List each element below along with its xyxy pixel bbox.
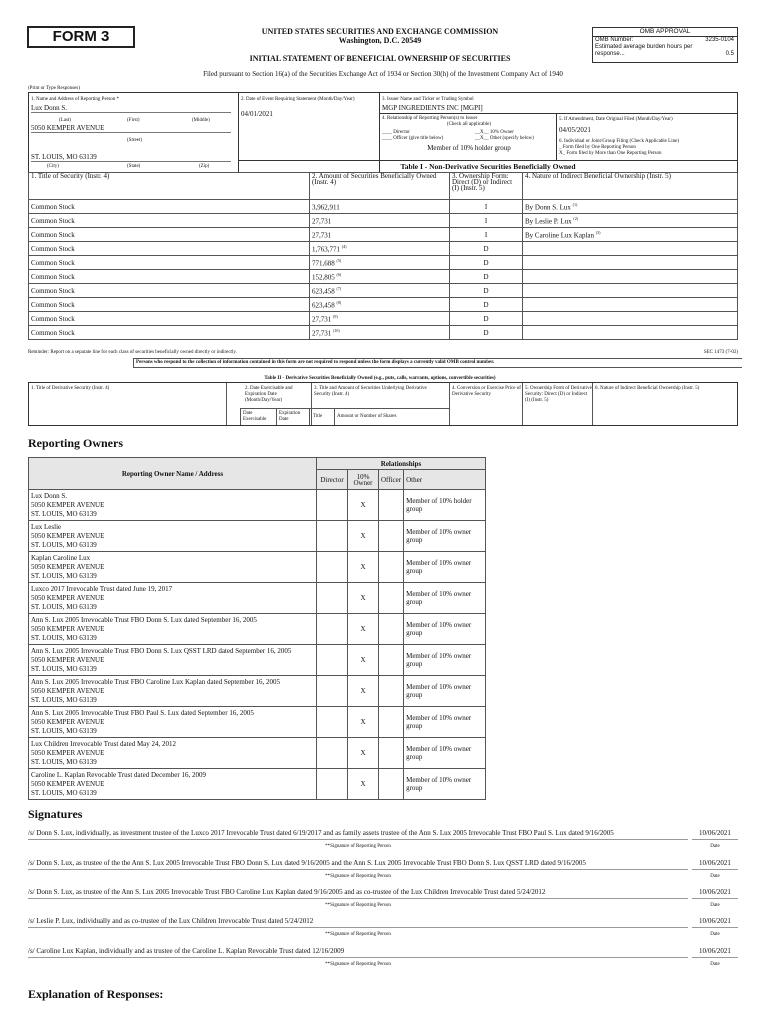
explanation-heading: Explanation of Responses: (28, 987, 164, 1001)
t1-amount: 623,458 $^{(8)}$ (310, 298, 450, 312)
t1-amount: 27,731 $^{(10)}$ (310, 326, 450, 340)
omb-title: OMB APPROVAL (593, 28, 737, 37)
one-person-option: _ Form filed by One Reporting Person (559, 145, 636, 150)
signature-date-label: Date (710, 962, 720, 967)
filed-pursuant: Filed pursuant to Section 16(a) of the Securities Exchange Act of 1934 or Section 30(h) of the Investment Company Act of 1940 (203, 70, 563, 78)
form-title: FORM 3 (27, 26, 135, 48)
t1-form: I (450, 228, 523, 242)
label-zip: (Zip) (199, 164, 210, 169)
table1-row (29, 326, 738, 340)
t1-form: D (450, 326, 523, 340)
signatures-heading: Signatures (28, 807, 83, 821)
t1-amount-footnote[interactable]: (4) (341, 243, 347, 249)
owner-director (317, 769, 348, 800)
owner-officer (379, 521, 404, 552)
owner-other: Member of 10% owner group (404, 738, 486, 769)
t1-nature (523, 312, 738, 326)
owner-line: ST. LOUIS, MO 63139 (31, 509, 97, 518)
table1-row (29, 228, 738, 242)
owner-other: Member of 10% owner group (404, 707, 486, 738)
t1-form: D (450, 284, 523, 298)
owner-line: 5050 KEMPER AVENUE (31, 717, 105, 726)
owner-line: Lux Donn S. (31, 491, 67, 500)
t1-form: I (450, 214, 523, 228)
owner-officer (379, 738, 404, 769)
owner-line: ST. LOUIS, MO 63139 (31, 571, 97, 580)
signature-date-label: Date (710, 844, 720, 849)
t1-col3: 3. Ownership Form: Direct (D) or Indirect (I) (Instr. 5) (450, 173, 523, 200)
signature-text: /s/ Donn S. Lux, as trustee of the the Ann S. Lux 2005 Irrevocable Trust FBO Donn S. Lux dated 9/16/2005 and the Ann S. Lux 2005 Irrevocable Trust FBO Donn S. Lux QSST LRD dated 9/16/2005 (28, 859, 688, 870)
signature-date: 10/06/2021 (692, 947, 738, 958)
owner-line: Lux Leslie (31, 522, 62, 531)
relationship-box (379, 113, 557, 161)
t1-title: Common Stock (29, 242, 310, 256)
event-date-label: 2. Date of Event Requiring Statement (Month/Day/Year) (241, 97, 355, 102)
t1-amount: 623,458 $^{(7)}$ (310, 284, 450, 298)
relationship-label: 4. Relationship of Reporting Person(s) to Issuer (382, 116, 478, 121)
t1-col4: 4. Nature of Indirect Beneficial Ownership (Instr. 5) (523, 173, 738, 200)
owner-name-address (29, 521, 317, 552)
omb-number: 3235-0104 (705, 37, 734, 43)
owner-line: ST. LOUIS, MO 63139 (31, 757, 97, 766)
issuer-box (379, 92, 738, 114)
label-street: (Street) (127, 138, 142, 143)
owners-ten-pct-header: 10% Owner (348, 470, 379, 490)
t1-title: Common Stock (29, 256, 310, 270)
agency-name: UNITED STATES SECURITIES AND EXCHANGE COMMISSION (261, 27, 499, 36)
omb-burden-label: Estimated average burden hours per response... (595, 44, 693, 57)
table1 (28, 172, 738, 340)
owner-officer (379, 769, 404, 800)
owner-director (317, 645, 348, 676)
owners-table (28, 457, 486, 800)
reminder-note: Reminder: Report on a separate line for each class of securities beneficially owned directly or indirectly. (28, 350, 237, 355)
owner-ten-pct: X (348, 676, 379, 707)
owner-row (29, 521, 486, 552)
owner-line: 5050 KEMPER AVENUE (31, 686, 105, 695)
owner-line: Caroline L. Kaplan Revocable Trust dated December 16, 2009 (31, 770, 206, 779)
owners-other-header: Other (404, 470, 486, 490)
t1-nature-footnote[interactable]: (2) (573, 215, 579, 221)
rel-other-desc: Member of 10% holder group (427, 144, 511, 152)
t1-nature-footnote[interactable]: (3) (595, 229, 601, 235)
t1-nature (523, 256, 738, 270)
t1-amount: 27,731 $^{(9)}$ (310, 312, 450, 326)
owner-other: Member of 10% owner group (404, 769, 486, 800)
owner-ten-pct: X (348, 738, 379, 769)
t1-amount-footnote[interactable]: (8) (336, 299, 342, 305)
owner-line: ST. LOUIS, MO 63139 (31, 695, 97, 704)
reporting-person-box (28, 92, 239, 173)
owner-officer (379, 676, 404, 707)
owner-line: ST. LOUIS, MO 63139 (31, 664, 97, 673)
signature-date-label: Date (710, 903, 720, 908)
label-first: (First) (127, 118, 140, 123)
owner-row (29, 645, 486, 676)
owner-ten-pct: X (348, 769, 379, 800)
owner-ten-pct: X (348, 707, 379, 738)
owner-row (29, 552, 486, 583)
t2-col6: 6. Nature of Indirect Beneficial Ownership (Instr. 5) (595, 386, 700, 391)
owner-name-address (29, 490, 317, 521)
owner-other: Member of 10% owner group (404, 583, 486, 614)
t1-title: Common Stock (29, 326, 310, 340)
t1-form: D (450, 298, 523, 312)
signature-label: **Signature of Reporting Person (325, 874, 391, 879)
owner-row (29, 614, 486, 645)
owner-line: 5050 KEMPER AVENUE (31, 500, 105, 509)
signature-date: 10/06/2021 (692, 859, 738, 870)
owner-line: Ann S. Lux 2005 Irrevocable Trust FBO Donn S. Lux dated September 16, 2005 (31, 615, 257, 624)
t1-amount: 771,688 $^{(5)}$ (310, 256, 450, 270)
event-date: 04/01/2021 (241, 110, 273, 118)
owner-line: Luxco 2017 Irrevocable Trust dated June 19, 2017 (31, 584, 173, 593)
owner-row (29, 490, 486, 521)
owner-ten-pct: X (348, 614, 379, 645)
reporting-street: 5050 KEMPER AVENUE (31, 124, 231, 133)
owner-name-address (29, 738, 317, 769)
owner-officer (379, 707, 404, 738)
owner-officer (379, 645, 404, 676)
rel-ten-pct: __X__ 10% Owner (475, 130, 514, 135)
owner-other: Member of 10% owner group (404, 645, 486, 676)
t1-form: D (450, 270, 523, 284)
t1-nature (523, 284, 738, 298)
owner-row (29, 738, 486, 769)
owner-line: 5050 KEMPER AVENUE (31, 748, 105, 757)
t1-title: Common Stock (29, 200, 310, 214)
signature-date-label: Date (710, 932, 720, 937)
t1-title: Common Stock (29, 214, 310, 228)
owner-director (317, 490, 348, 521)
owner-line: ST. LOUIS, MO 63139 (31, 633, 97, 642)
owner-line: Ann S. Lux 2005 Irrevocable Trust FBO Paul S. Lux dated September 16, 2005 (31, 708, 254, 717)
owners-director-header: Director (317, 470, 348, 490)
t1-nature (523, 326, 738, 340)
t2-col4: 4. Conversion or Exercise Price of Derivative Security (452, 386, 521, 397)
table1-title: Table I - Non-Derivative Securities Beneficially Owned (238, 160, 738, 173)
t1-col2: 2. Amount of Securities Beneficially Owned (Instr. 4) (310, 173, 450, 200)
t1-amount-footnote[interactable]: (10) (333, 327, 340, 333)
signature-date: 10/06/2021 (692, 888, 738, 899)
owner-name-address (29, 583, 317, 614)
owner-other: Member of 10% holder group (404, 490, 486, 521)
t1-title: Common Stock (29, 228, 310, 242)
owner-line: 5050 KEMPER AVENUE (31, 531, 105, 540)
t1-amount-footnote[interactable]: (5) (336, 257, 342, 263)
owner-line: 5050 KEMPER AVENUE (31, 655, 105, 664)
signature-text: /s/ Donn S. Lux, as trustee of the Ann S. Lux 2005 Irrevocable Trust FBO Caroline Lux Kaplan dated 9/16/2005 and as co-trustee of the Lux Children Irrevocable Trust dated 5/24/2012 (28, 888, 688, 899)
table1-row (29, 256, 738, 270)
t1-amount-footnote[interactable]: (7) (336, 285, 342, 291)
t2-sub-amount: Amount or Number of Shares (337, 414, 397, 419)
issuer-label: 3. Issuer Name and Ticker or Trading Symbol (382, 97, 474, 102)
sec-code: SEC 1473 (7-02) (703, 350, 738, 355)
t1-amount: 3,962,911 (310, 200, 450, 214)
owner-director (317, 614, 348, 645)
owner-name-address (29, 552, 317, 583)
table1-row (29, 214, 738, 228)
owner-director (317, 521, 348, 552)
owners-heading: Reporting Owners (28, 436, 123, 450)
t1-title: Common Stock (29, 298, 310, 312)
t1-title: Common Stock (29, 284, 310, 298)
table1-row (29, 200, 738, 214)
owner-line: Ann S. Lux 2005 Irrevocable Trust FBO Donn S. Lux QSST LRD dated September 16, 2005 (31, 646, 292, 655)
table1-row (29, 298, 738, 312)
owner-ten-pct: X (348, 490, 379, 521)
t2-col2: 2. Date Exercisable and Expiration Date (Month/Day/Year) (245, 386, 293, 403)
owner-line: 5050 KEMPER AVENUE (31, 624, 105, 633)
owners-name-header: Reporting Owner Name / Address (29, 458, 317, 490)
owner-other: Member of 10% owner group (404, 552, 486, 583)
owner-line: Lux Children Irrevocable Trust dated May 24, 2012 (31, 739, 177, 748)
owner-other: Member of 10% owner group (404, 614, 486, 645)
rel-other: __X__ Other (specify below) (475, 136, 534, 141)
amendment-label: 5. If Amendment, Date Original Filed (Month/Day/Year) (559, 117, 673, 122)
owner-director (317, 738, 348, 769)
signature-text: /s/ Donn S. Lux, individually, as investment trustee of the Luxco 2017 Irrevocable Trust dated 6/19/2017 and as family assets trustee of the Ann S. Lux 2005 Irrevocable Trust FBO Paul S. Lux dated 9/16/2005 (28, 829, 688, 840)
t1-nature (523, 270, 738, 284)
t2-sub-title: Title (313, 414, 323, 419)
label-state: (State) (127, 164, 141, 169)
agency-city: Washington, D.C. 20549 (338, 36, 422, 45)
owner-line: Ann S. Lux 2005 Irrevocable Trust FBO Caroline Lux Kaplan dated September 16, 2005 (31, 677, 281, 686)
signature-date: 10/06/2021 (692, 829, 738, 840)
owner-name-address (29, 769, 317, 800)
rel-officer: ____ Officer (give title below) (382, 136, 444, 141)
check-all: (Check all applicable) (446, 122, 492, 127)
table1-row (29, 312, 738, 326)
signature-label: **Signature of Reporting Person (325, 932, 391, 937)
owner-row (29, 707, 486, 738)
owner-row (29, 769, 486, 800)
owners-relationships-header: Relationships (317, 458, 486, 470)
omb-number-label: OMB Number: (595, 37, 634, 43)
owner-officer (379, 552, 404, 583)
t1-title: Common Stock (29, 270, 310, 284)
owner-other: Member of 10% owner group (404, 676, 486, 707)
reporting-city: ST. LOUIS, MO 63139 (31, 153, 231, 162)
owner-officer (379, 490, 404, 521)
owner-row (29, 676, 486, 707)
table1-row (29, 242, 738, 256)
table2 (28, 382, 738, 426)
owner-line: 5050 KEMPER AVENUE (31, 562, 105, 571)
owner-name-address (29, 614, 317, 645)
t1-amount-footnote[interactable]: (6) (336, 271, 342, 277)
more-person-option: X_ Form filed by More than One Reporting Person (559, 151, 662, 156)
statement-title: INITIAL STATEMENT OF BENEFICIAL OWNERSHIP OF SECURITIES (249, 54, 511, 63)
owner-line: ST. LOUIS, MO 63139 (31, 788, 97, 797)
owner-name-address (29, 676, 317, 707)
t2-col1: 1. Title of Derivative Security (Instr. 4) (31, 386, 110, 391)
t1-title: Common Stock (29, 312, 310, 326)
t1-amount: 1,763,771 $^{(4)}$ (310, 242, 450, 256)
joint-filing-label: 6. Individual or Joint/Group Filing (Check Applicable Line) (559, 139, 679, 144)
signature-text: /s/ Caroline Lux Kaplan, individually and as trustee of the Caroline L. Kaplan Revocable Trust dated 12/16/2009 (28, 947, 688, 958)
signature-text: /s/ Leslie P. Lux, individually and as co-trustee of the Lux Children Irrevocable Trust dated 5/24/2012 (28, 917, 688, 928)
omb-approval-box (592, 27, 738, 63)
signature-date: 10/06/2021 (692, 917, 738, 928)
t1-nature: By Leslie P. Lux $^{(2)}$ (523, 214, 738, 228)
t2-col5: 5. Ownership Form of Derivative Security: Direct (D) or Indirect (I) (Instr. 5) (525, 386, 592, 403)
t1-form: I (450, 200, 523, 214)
t2-col3: 3. Title and Amount of Securities Underlying Derivative Security (Instr. 4) (314, 386, 427, 397)
table1-row (29, 284, 738, 298)
owner-other: Member of 10% owner group (404, 521, 486, 552)
owner-name-address (29, 645, 317, 676)
owner-line: Kaplan Caroline Lux (31, 553, 91, 562)
print-note: (Print or Type Responses) (28, 86, 80, 91)
amendment-date: 04/05/2021 (559, 126, 591, 134)
t1-form: D (450, 242, 523, 256)
signature-label: **Signature of Reporting Person (325, 903, 391, 908)
t1-amount: 27,731 (310, 228, 450, 242)
t1-amount-footnote[interactable]: (9) (333, 313, 338, 319)
reporting-person-label: 1. Name and Address of Reporting Person * (31, 97, 120, 102)
t1-form: D (450, 256, 523, 270)
t1-amount: 152,805 $^{(6)}$ (310, 270, 450, 284)
rel-director: ____ Director (382, 130, 410, 135)
label-last: (Last) (59, 118, 71, 123)
owner-line: 5050 KEMPER AVENUE (31, 779, 105, 788)
owner-line: ST. LOUIS, MO 63139 (31, 602, 97, 611)
owner-officer (379, 583, 404, 614)
owner-ten-pct: X (348, 583, 379, 614)
owner-director (317, 676, 348, 707)
t1-amount: 27,731 (310, 214, 450, 228)
amendment-box (556, 113, 738, 161)
t1-form: D (450, 312, 523, 326)
owner-director (317, 583, 348, 614)
t1-nature (523, 298, 738, 312)
owner-line: ST. LOUIS, MO 63139 (31, 726, 97, 735)
t1-nature-footnote[interactable]: (1) (572, 201, 578, 207)
owner-name-address (29, 707, 317, 738)
reporting-person-name: Lux Donn S. (31, 104, 231, 113)
issuer-name: MGP INGREDIENTS INC [MGPI] (382, 104, 483, 112)
owner-director (317, 707, 348, 738)
t1-nature (523, 242, 738, 256)
signature-date-label: Date (710, 874, 720, 879)
signature-label: **Signature of Reporting Person (325, 844, 391, 849)
owners-officer-header: Officer (379, 470, 404, 490)
owner-ten-pct: X (348, 521, 379, 552)
omb-burden: 0.5 (725, 51, 734, 57)
owner-ten-pct: X (348, 552, 379, 583)
t1-nature: By Donn S. Lux $^{(1)}$ (523, 200, 738, 214)
t1-col1: 1. Title of Security (Instr. 4) (29, 173, 310, 200)
owner-ten-pct: X (348, 645, 379, 676)
owner-line: 5050 KEMPER AVENUE (31, 593, 105, 602)
label-city: (City) (47, 164, 59, 169)
table1-row (29, 270, 738, 284)
owner-row (29, 583, 486, 614)
persons-note: Persons who respond to the collection of information contained in this form are not required to respond unless the form displays a currently valid OMB control number. (133, 358, 742, 368)
owner-director (317, 552, 348, 583)
t1-nature: By Caroline Lux Kaplan $^{(3)}$ (523, 228, 738, 242)
t2-sub-date-ex: Date Exercisable (243, 411, 267, 422)
table2-title: Table II - Derivative Securities Beneficially Owned (e.g., puts, calls, warrants, options, convertible securities) (264, 376, 496, 381)
owner-officer (379, 614, 404, 645)
owner-line: ST. LOUIS, MO 63139 (31, 540, 97, 549)
t2-sub-exp: Expiration Date (279, 411, 301, 422)
label-middle: (Middle) (192, 118, 210, 123)
signature-label: **Signature of Reporting Person (325, 962, 391, 967)
